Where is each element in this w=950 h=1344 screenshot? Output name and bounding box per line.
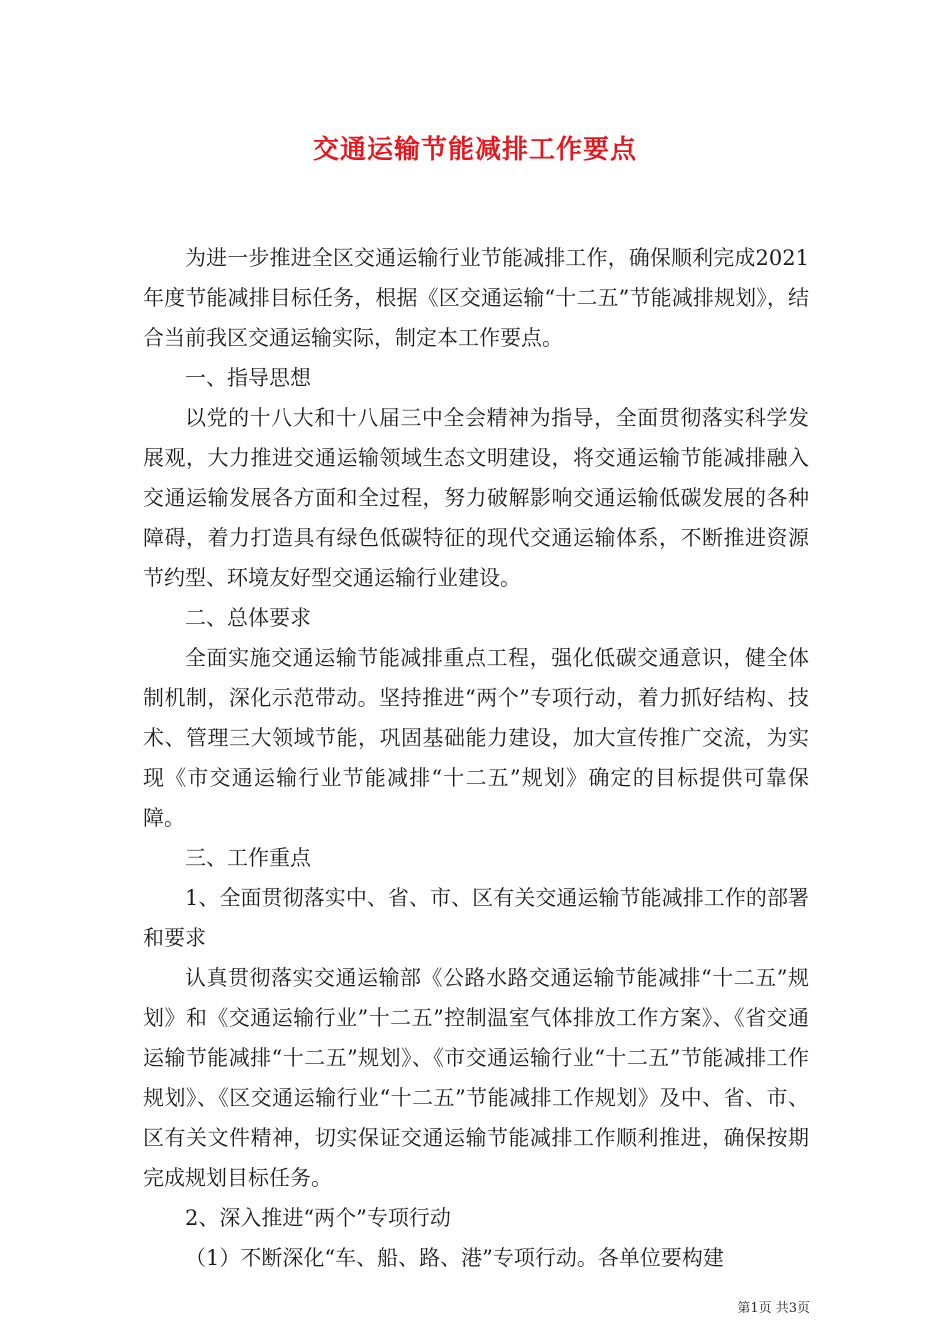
paragraph-item-2-1: （1）不断深化“车、船、路、港”专项行动。各单位要构建 (185, 1246, 724, 1270)
paragraph-intro: 为进一步推进全区交通运输行业节能减排工作，确保顺利完成2021年度节能减排目标任务，根据《区交通运输“十二五”节能减排规划》，结合当前我区交通运输实际，制定本工作要点。 (143, 246, 809, 350)
section-heading-guiding-ideology: 一、指导思想 (185, 366, 311, 390)
section-heading-overall-requirements: 二、总体要求 (185, 606, 311, 630)
subheading-item-2: 2、深入推进“两个”专项行动 (185, 1206, 451, 1230)
paragraph-overall-requirements: 全面实施交通运输节能减排重点工程，强化低碳交通意识，健全体制机制，深化示范带动。坚持推进“两个”专项行动，着力抓好结构、技术、管理三大领域节能，巩固基础能力建设，加大宣传推广交流，为实现《市交通运输行业节能减排“十二五”规划》确定的目标提供可靠保障。 (143, 646, 809, 830)
subheading-item-1: 1、全面贯彻落实中、省、市、区有关交通运输节能减排工作的部署和要求 (143, 886, 809, 950)
page-number: 第1页 共3页 (737, 1301, 810, 1316)
document-body (143, 238, 809, 1278)
document-title: 交通运输节能减排工作要点 (312, 135, 637, 165)
paragraph-guiding-ideology: 以党的十八大和十八届三中全会精神为指导，全面贯彻落实科学发展观，大力推进交通运输领域生态文明建设，将交通运输节能减排融入交通运输发展各方面和全过程，努力破解影响交通运输低碳发展的各种障碍，着力打造具有绿色低碳特征的现代交通运输体系，不断推进资源节约型、环境友好型交通运输行业建设。 (143, 406, 809, 590)
paragraph-item-1: 认真贯彻落实交通运输部《公路水路交通运输节能减排“十二五”规划》和《交通运输行业”十二五”控制温室气体排放工作方案》、《省交通运输节能减排“十二五”规划》、《市交通运输行业“十二五”节能减排工作规划》、《区交通运输行业“十二五”节能减排工作规划》及中、省、市、区有关文件精神，切实保证交通运输节能减排工作顺利推进，确保按期完成规划目标任务。 (143, 966, 809, 1190)
section-heading-work-focus: 三、工作重点 (185, 846, 311, 870)
